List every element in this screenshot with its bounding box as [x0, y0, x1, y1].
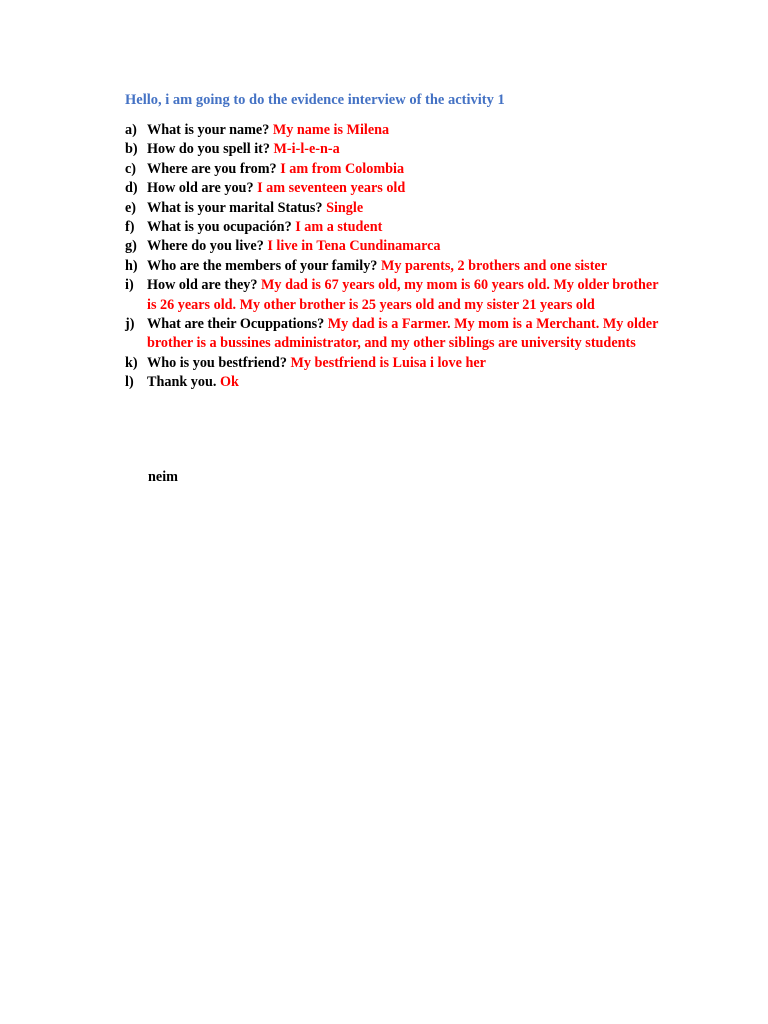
- item-letter: f): [125, 219, 135, 236]
- interview-item: [125, 121, 665, 140]
- question-text: What is your marital Status?: [147, 199, 323, 216]
- question-text: Thank you.: [147, 374, 217, 391]
- item-text: [147, 373, 665, 392]
- document-heading: Hello, i am going to do the evidence interview of the activity 1: [125, 92, 505, 108]
- interview-item: [125, 140, 665, 159]
- item-letter: b): [125, 141, 138, 158]
- question-text: How old are you?: [147, 180, 254, 197]
- answer-text: Single: [326, 199, 364, 216]
- question-text: Where do you live?: [147, 238, 264, 255]
- interview-item: [125, 199, 665, 218]
- interview-item: [125, 315, 665, 354]
- item-text: [147, 121, 665, 140]
- item-letter: k): [125, 354, 138, 371]
- item-text: [147, 199, 665, 218]
- answer-text: My name is Milena: [272, 122, 390, 138]
- interview-item: [125, 373, 665, 392]
- interview-item: [125, 160, 665, 179]
- answer-text: My dad is a Farmer. My mom is a Merchant. My older brother is a bussines administrator, and my other siblings are university students: [147, 316, 659, 352]
- item-text: [147, 276, 665, 315]
- answer-text: I am from Colombia: [280, 160, 405, 177]
- answer-text: My dad is 67 years old, my mom is 60 years old. My older brother is 26 years old. My other brother is 25 years old and my sister 21 years old: [147, 277, 659, 313]
- interview-item: [125, 237, 665, 256]
- item-text: [147, 237, 665, 256]
- interview-item: [125, 276, 665, 315]
- item-text: [147, 160, 665, 179]
- answer-text: My parents, 2 brothers and one sister: [380, 257, 608, 274]
- interview-item: [125, 179, 665, 198]
- item-letter: h): [125, 257, 138, 274]
- item-letter: g): [125, 238, 137, 255]
- signature-text: neim: [148, 469, 178, 485]
- interview-item: [125, 257, 665, 276]
- answer-text: I live in Tena Cundinamarca: [267, 238, 441, 255]
- interview-item: [125, 218, 665, 237]
- item-text: [147, 179, 665, 198]
- question-text: What are their Ocuppations?: [147, 316, 325, 333]
- item-letter: a): [125, 122, 137, 138]
- item-text: [147, 218, 665, 237]
- item-letter: d): [125, 180, 138, 197]
- item-letter: c): [125, 160, 137, 177]
- item-letter: i): [125, 277, 134, 294]
- question-text: What is you ocupación?: [147, 219, 292, 236]
- question-text: How do you spell it?: [147, 141, 270, 158]
- question-text: What is your name?: [147, 122, 273, 138]
- item-letter: e): [125, 199, 137, 216]
- answer-text: Ok: [219, 374, 239, 391]
- question-text: Who is you bestfriend?: [147, 354, 287, 371]
- item-letter: l): [125, 374, 134, 391]
- interview-list: [125, 121, 665, 393]
- answer-text: I am seventeen years old: [257, 180, 406, 197]
- item-text: [147, 140, 665, 159]
- item-letter: j): [125, 316, 135, 333]
- item-text: [147, 354, 665, 373]
- interview-item: [125, 354, 665, 373]
- question-text: Who are the members of your family?: [147, 257, 378, 274]
- item-text: [147, 315, 665, 354]
- question-text: How old are they?: [147, 277, 258, 294]
- answer-text: M-i-l-e-n-a: [273, 141, 340, 158]
- question-text: Where are you from?: [147, 160, 281, 177]
- answer-text: I am a student: [295, 219, 383, 236]
- item-text: [147, 257, 665, 276]
- answer-text: My bestfriend is Luisa i love her: [290, 354, 486, 371]
